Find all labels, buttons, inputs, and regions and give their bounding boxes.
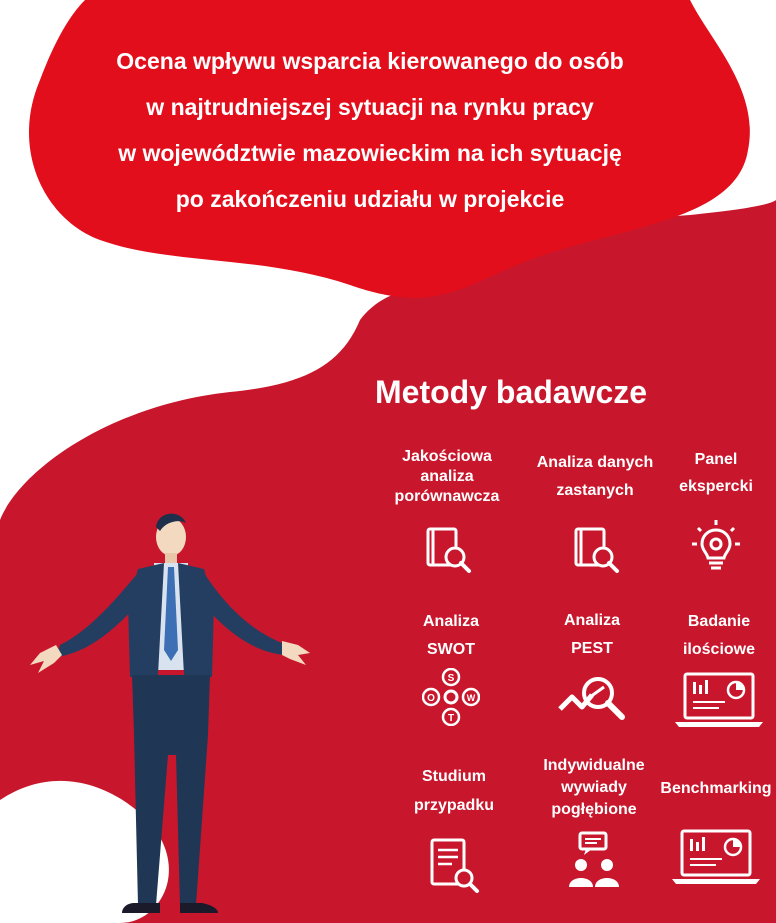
method-label-line: Jakościowa xyxy=(402,448,492,465)
lightbulb-gear-icon xyxy=(688,520,744,576)
method-label-line: ekspercki xyxy=(679,478,753,495)
svg-text:T: T xyxy=(447,713,455,724)
method-label-line: Panel xyxy=(694,451,738,468)
trend-magnifier-icon xyxy=(556,669,628,725)
monitor-chart-icon xyxy=(670,827,762,887)
swot-diagram-icon xyxy=(422,668,480,726)
method-panel-ekspercki xyxy=(641,446,776,576)
method-label-line: Analiza xyxy=(563,612,620,629)
method-label-line: Badanie xyxy=(687,613,751,630)
method-label-line: pogłębione xyxy=(551,801,637,818)
businessman-illustration xyxy=(20,505,320,915)
book-magnifier-icon xyxy=(567,521,623,577)
svg-text:W: W xyxy=(466,693,476,703)
svg-text:O: O xyxy=(427,693,435,704)
section-title: Metody badawcze xyxy=(375,374,648,410)
method-label-line: analiza xyxy=(420,468,474,485)
method-label-line: Analiza xyxy=(422,613,479,630)
method-label-line: Analiza danych xyxy=(536,454,654,471)
interview-people-icon xyxy=(564,831,624,893)
method-label-line: ilościowe xyxy=(682,641,756,658)
page-title-line-1: Ocena wpływu wsparcia kierowanego do osób xyxy=(116,48,624,74)
method-label-line: zastanych xyxy=(556,482,634,499)
method-label-line: Indywidualne xyxy=(543,757,645,774)
page-title-line-2: w najtrudniejszej sytuacji na rynku pracy xyxy=(146,94,594,120)
method-badanie-ilosciowe xyxy=(644,608,776,730)
method-label-line: Benchmarking xyxy=(660,780,772,797)
method-label-line: PEST xyxy=(571,640,613,657)
method-label-line: przypadku xyxy=(413,797,494,814)
method-analiza-swot xyxy=(376,608,526,726)
method-jakosciowa-analiza-porownawcza xyxy=(372,447,522,577)
method-studium-przypadku xyxy=(379,762,529,896)
book-magnifier-icon xyxy=(419,521,475,577)
method-label-line: Studium xyxy=(422,768,486,785)
page-title-line-3: w województwie mazowieckim na ich sytuację xyxy=(118,140,622,166)
page-title-line-4: po zakończeniu udziału w projekcie xyxy=(175,186,565,212)
method-label-line: porównawcza xyxy=(394,488,500,505)
method-benchmarking xyxy=(641,779,776,887)
method-label-line: wywiady xyxy=(561,779,627,796)
document-magnifier-icon xyxy=(426,836,482,896)
laptop-chart-icon xyxy=(673,670,765,730)
method-label-line: SWOT xyxy=(427,641,475,658)
svg-text:S: S xyxy=(447,673,455,684)
